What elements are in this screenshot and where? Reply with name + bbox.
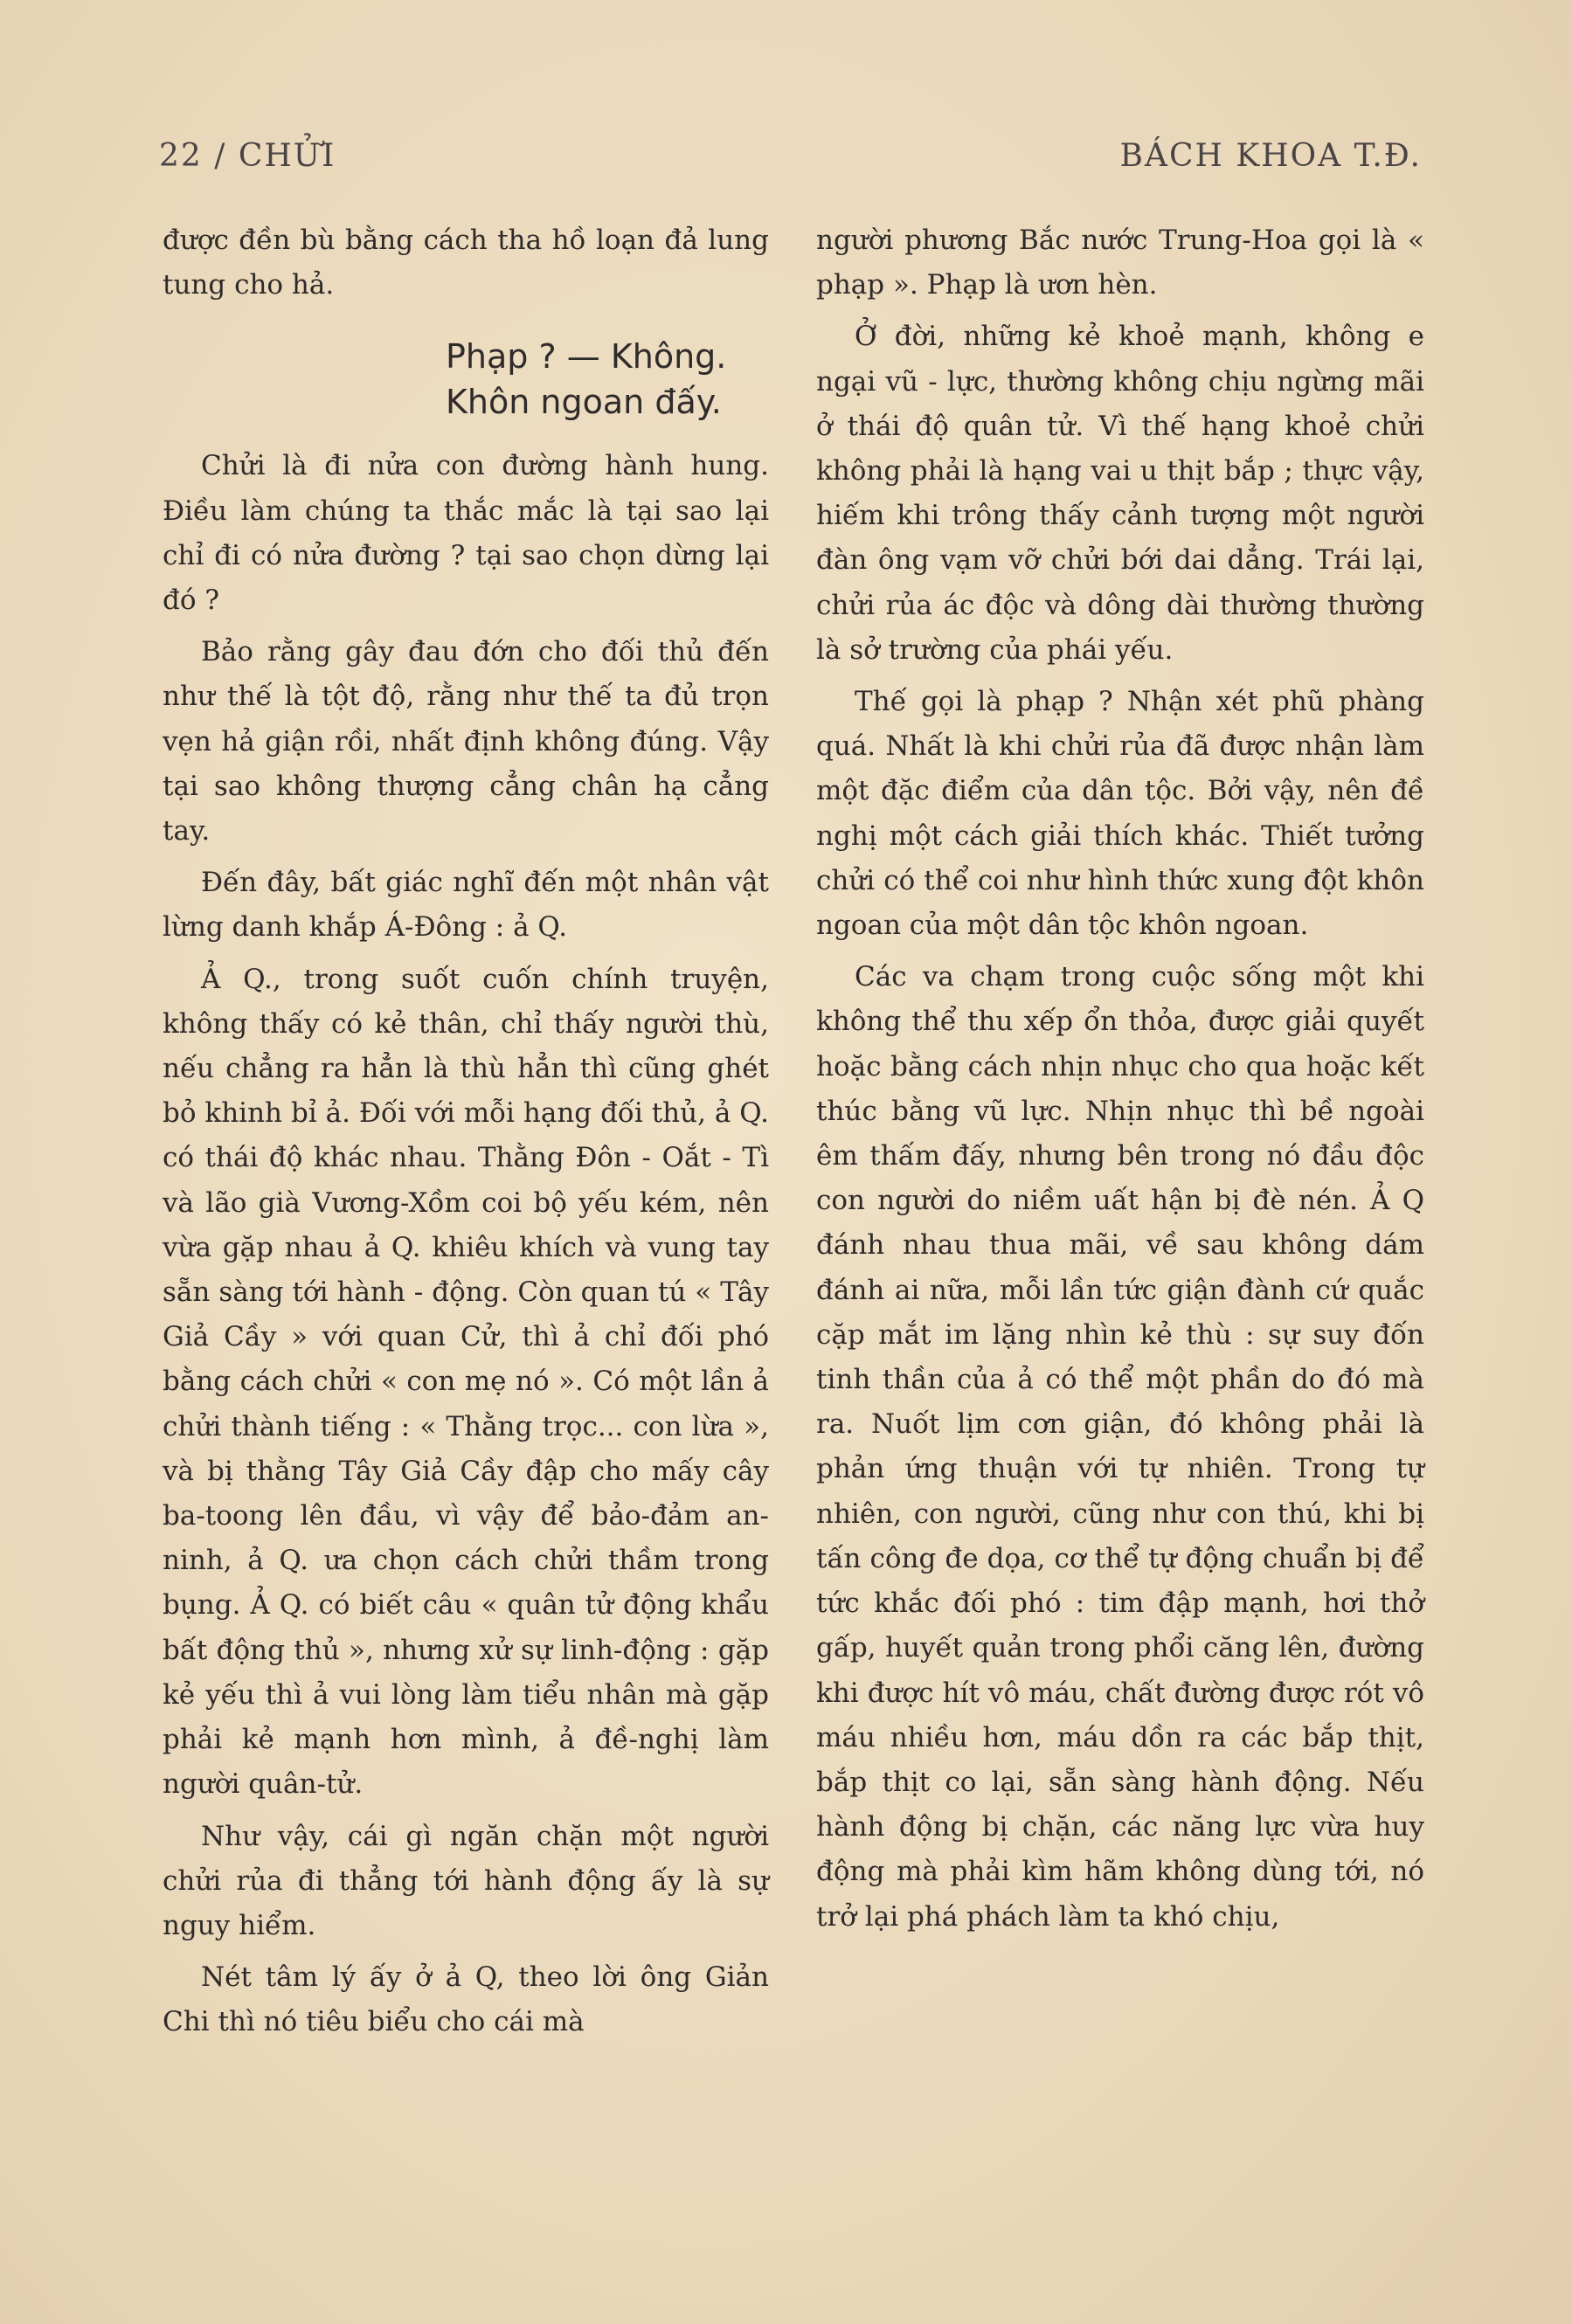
paragraph: Bảo rằng gây đau đớn cho đối thủ đến như thế là tột độ, rằng như thế ta đủ trọn vẹn hả giận rồi, nhất định không đúng. Vậy tại sao không thượng cẳng chân hạ cẳng tay. — [163, 636, 769, 847]
paragraph: người phương Bắc nước Trung-Hoa gọi là « phạp ». Phạp là ươn hèn. — [816, 225, 1424, 301]
paragraph: Đến đây, bất giác nghĩ đến một nhân vật lừng danh khắp Á-Đông : ả Q. — [163, 867, 769, 944]
running-header — [159, 138, 1422, 182]
subheading-line: Khôn ngoan đấy. — [446, 383, 722, 422]
paragraph: Như vậy, cái gì ngăn chặn một người chửi rủa đi thẳng tới hành động ấy là sự nguy hiểm. — [163, 1820, 769, 1941]
paragraph: Ả Q., trong suốt cuốn chính truyện, không thấy có kẻ thân, chỉ thấy người thù, nếu chẳng ra hẳn là thù hẳn thì cũng ghét bỏ khinh bỉ ả. Đối với mỗi hạng đối thủ, ả Q. có thái độ khác nhau. Thằng Đôn - Oắt - Tì và lão già Vương-Xồm coi bộ yếu kém, nên vừa gặp nhau ả Q. khiêu khích và vung tay sẵn sàng tới hành - động. Còn quan tú « Tây Giả Cầy » với quan Cử, thì ả chỉ đối phó bằng cách chửi « con mẹ nó ». Có một lần ả chửi thành tiếng : « Thằng trọc... con lừa », và bị thằng Tây Giả Cầy đập cho mấy cây ba-toong lên đầu, vì vậy để bảo-đảm an-ninh, ả Q. ưa chọn cách chửi thầm trong bụng. Ả Q. có biết câu « quân tử động khẩu bất động thủ », nhưng xử sự linh-động : gặp kẻ yếu thì ả vui lòng làm tiểu nhân mà gặp phải kẻ mạnh hơn mình, ả đề-nghị làm người quân-tử. — [163, 963, 769, 1801]
paragraph: Thế gọi là phạp ? Nhận xét phũ phàng quá. Nhất là khi chửi rủa đã được nhận làm một đặc điểm của dân tộc. Bởi vậy, nên đề nghị một cách giải thích khác. Thiết tưởng chửi có thể coi như hình thức xung đột khôn ngoan của một dân tộc khôn ngoan. — [816, 686, 1424, 942]
subheading-line: Phạp ? — Không. — [446, 337, 727, 377]
header-page-title: 22 / CHỬI — [159, 138, 336, 174]
left-column — [163, 218, 769, 2052]
paragraph: được đền bù bằng cách tha hồ loạn đả lung tung cho hả. — [163, 225, 769, 301]
header-publication: BÁCH KHOA T.Đ. — [1119, 138, 1422, 174]
paragraph: Chửi là đi nửa con đường hành hung. Điều làm chúng ta thắc mắc là tại sao lại chỉ đi có nửa đường ? tại sao chọn dừng lại đó ? — [163, 450, 769, 617]
paragraph: Ở đời, những kẻ khoẻ mạnh, không e ngại vũ - lực, thường không chịu ngừng mãi ở thái độ quân tử. Vì thế hạng khoẻ chửi không phải là hạng vai u thịt bắp ; thực vậy, hiếm khi trông thấy cảnh tượng một người đàn ông vạm vỡ chửi bới dai dẳng. Trái lại, chửi rủa ác độc và dông dài thường thường là sở trường của phái yếu. — [816, 321, 1424, 666]
right-column — [816, 218, 1424, 1947]
section-subheading — [163, 334, 769, 425]
paragraph: Nét tâm lý ấy ở ả Q, theo lời ông Giản Chi thì nó tiêu biểu cho cái mà — [163, 1961, 769, 2038]
paragraph: Các va chạm trong cuộc sống một khi không thể thu xếp ổn thỏa, được giải quyết hoặc bằng cách nhịn nhục cho qua hoặc kết thúc bằng vũ lực. Nhịn nhục thì bề ngoài êm thấm đấy, nhưng bên trong nó đầu độc con người do niềm uất hận bị đè nén. Ả Q đánh nhau thua mãi, về sau không dám đánh ai nữa, mỗi lần tức giận đành cứ quắc cặp mắt im lặng nhìn kẻ thù : sự suy đốn tinh thần của ả có thể một phần do đó mà ra. Nuốt lịm cơn giận, đó không phải là phản ứng thuận với tự nhiên. Trong tự nhiên, con người, cũng như con thú, khi bị tấn công đe dọa, cơ thể tự động chuẩn bị để tức khắc đối phó : tim đập mạnh, hơi thở gấp, huyết quản trong phổi căng lên, đường khi được hít vô máu, chất đường được rót vô máu nhiều hơn, máu dồn ra các bắp thịt, bắp thịt co lại, sẵn sàng hành động. Nếu hành động bị chặn, các năng lực vừa huy động mà phải kìm hãm không dùng tới, nó trở lại phá phách làm ta khó chịu, — [816, 961, 1424, 1933]
